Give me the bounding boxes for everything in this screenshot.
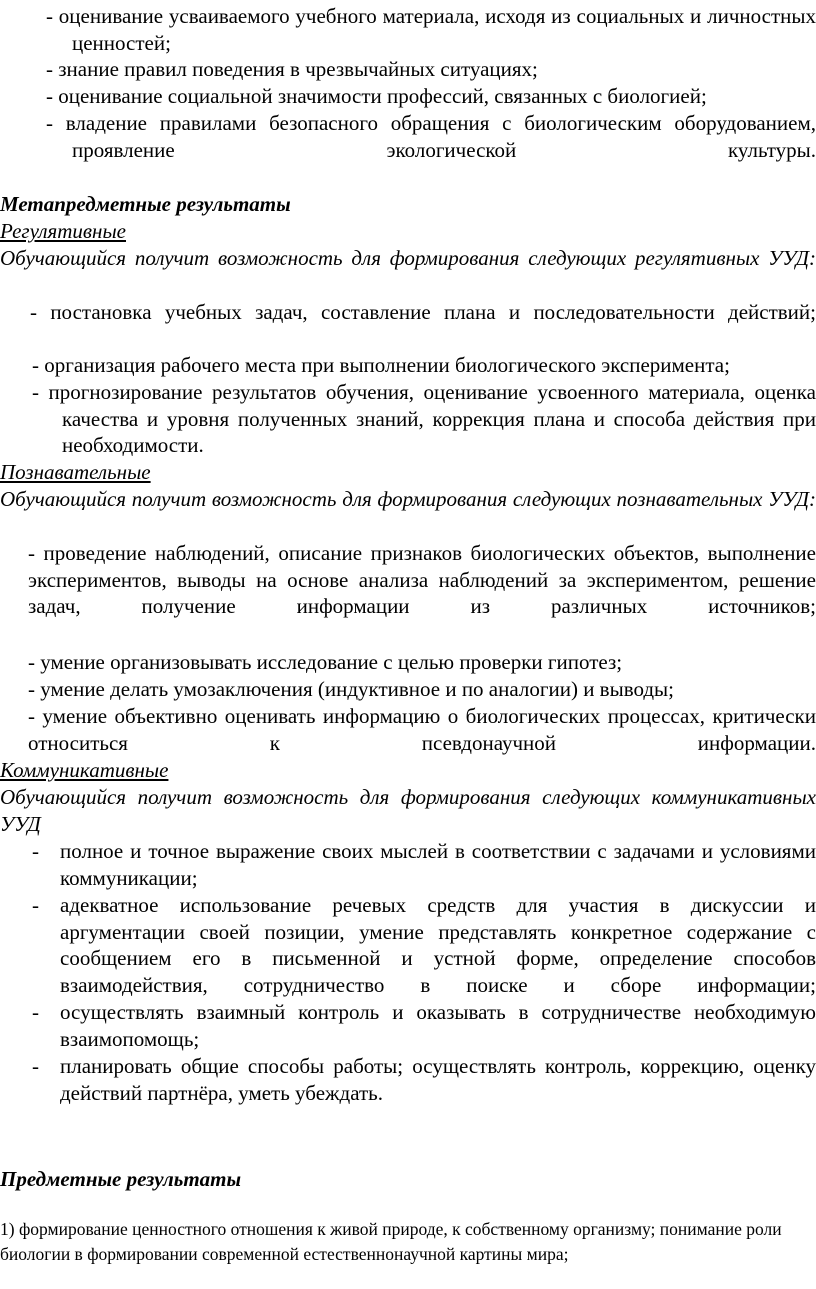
regulatory-title: Регулятивные	[0, 219, 126, 243]
communicative-item-4	[32, 1053, 816, 1106]
list-bullet: -	[32, 839, 39, 863]
regulatory-item-3: - прогнозирование результатов обучения, оценивание усвоенного материала, оценка качества и уровня полученных знаний, коррекция плана и способа действия при необходимости.	[32, 380, 816, 457]
communicative-item-text: планировать общие способы работы; осуществлять контроль, коррекцию, оценку действий партнёра, уметь убеждать.	[60, 1054, 816, 1105]
communicative-item-3	[32, 999, 816, 1052]
communicative-item-1	[32, 838, 816, 891]
personal-item-4: - владение правилами безопасного обращения с биологическим оборудованием, проявление экологической культуры.	[46, 111, 816, 162]
personal-item-1: - оценивание усваиваемого учебного материала, исходя из социальных и личностных ценностей;	[46, 4, 816, 55]
cognitive-title: Познавательные	[0, 460, 151, 484]
cognitive-intro: Обучающийся получит возможность для формирования следующих познавательных УУД:	[0, 487, 816, 511]
subject-item-1: 1) формирование ценностного отношения к живой природе, к собственному организму; понимание роли биологии в формировании современной естественнонаучной картины мира;	[0, 1219, 782, 1264]
list-bullet: -	[32, 893, 39, 917]
communicative-item-text: осуществлять взаимный контроль и оказывать в сотрудничестве необходимую взаимопомощь;	[60, 1000, 816, 1051]
cognitive-item-4: - умение объективно оценивать информацию о биологических процессах, критически относиться к псевдонаучной информации.	[28, 704, 816, 755]
communicative-title: Коммуникативные	[0, 758, 169, 782]
communicative-item-2	[32, 892, 816, 998]
communicative-item-text: полное и точное выражение своих мыслей в соответствии с задачами и условиями коммуникации;	[60, 839, 816, 890]
communicative-item-text: адекватное использование речевых средств для участия в дискуссии и аргументации своей позиции, умение представлять конкретное содержание с сообщением его в письменной и устной форме, определение способов взаимодействия, сотрудничество в поиске и сборе информации;	[60, 893, 816, 997]
subject-heading: Предметные результаты	[0, 1167, 242, 1191]
regulatory-intro: Обучающийся получит возможность для формирования следующих регулятивных УУД:	[0, 246, 816, 270]
cognitive-item-1: - проведение наблюдений, описание признаков биологических объектов, выполнение экспериментов, выводы на основе анализа наблюдений за экспериментом, решение задач, получение информации из различных источников;	[28, 541, 816, 618]
cognitive-item-2: - умение организовывать исследование с целью проверки гипотез;	[28, 650, 623, 674]
meta-heading: Метапредметные результаты	[0, 192, 291, 216]
cognitive-item-3: - умение делать умозаключения (индуктивное и по аналогии) и выводы;	[28, 677, 674, 701]
personal-item-2: - знание правил поведения в чрезвычайных ситуациях;	[46, 57, 538, 81]
list-bullet: -	[32, 1054, 39, 1078]
communicative-intro: Обучающийся получит возможность для формирования следующих коммуникативных УУД	[0, 785, 816, 836]
list-bullet: -	[32, 1000, 39, 1024]
regulatory-item-1: - постановка учебных задач, составление плана и последовательности действий;	[30, 300, 816, 324]
personal-item-3: - оценивание социальной значимости профессий, связанных с биологией;	[46, 84, 707, 108]
regulatory-item-2: - организация рабочего места при выполнении биологического эксперимента;	[32, 353, 730, 377]
